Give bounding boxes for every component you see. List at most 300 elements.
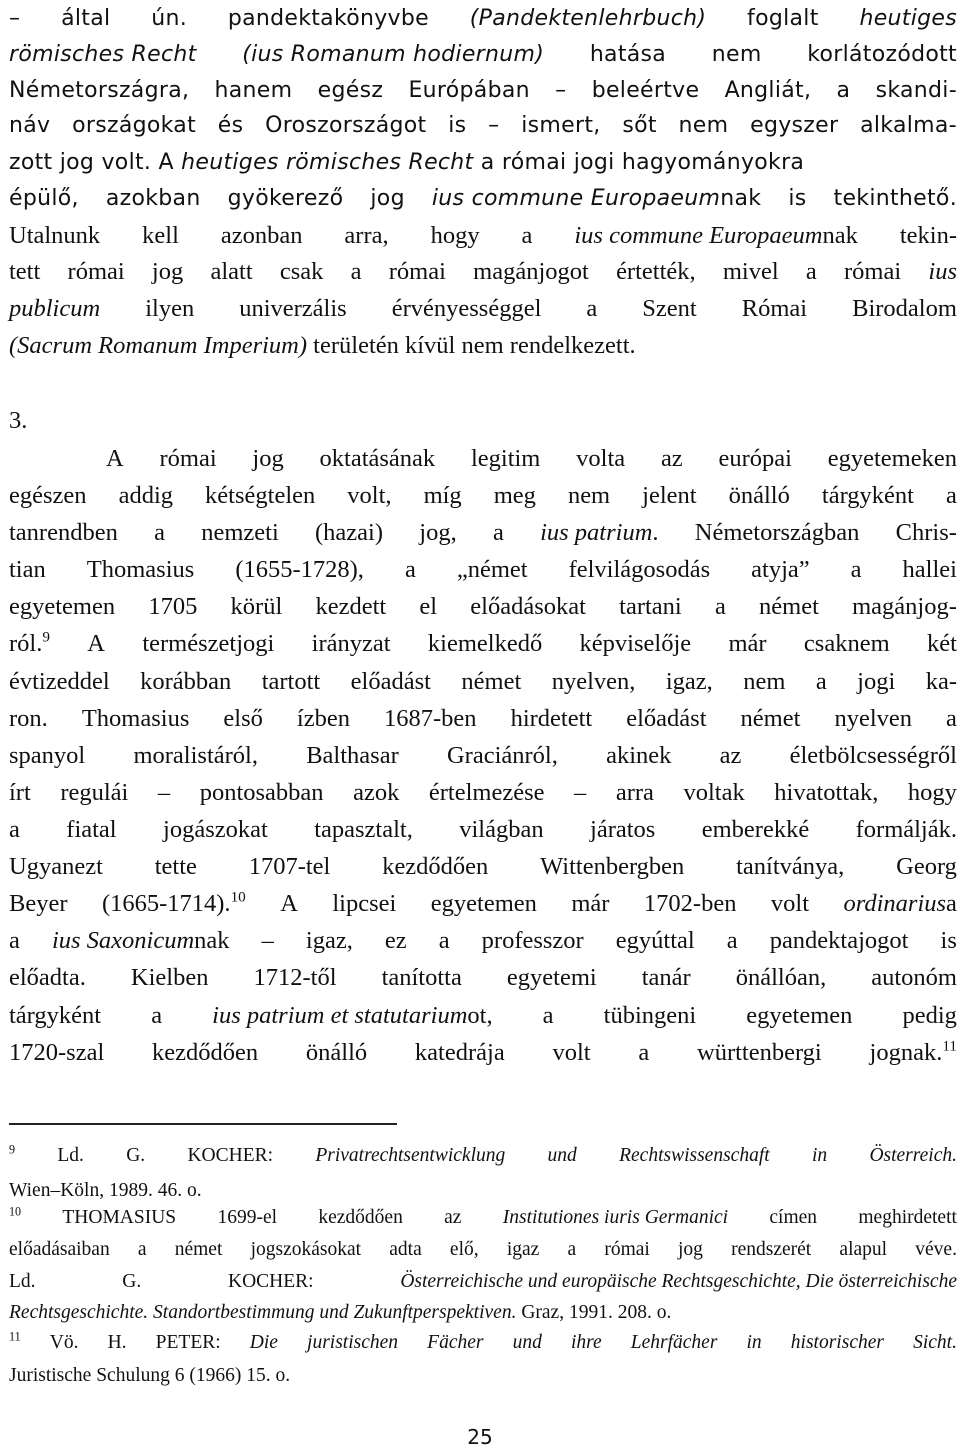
text-word: [9, 1001, 101, 1031]
word: a: [815, 668, 827, 695]
text-word: [513, 1331, 542, 1355]
text-word: [568, 481, 610, 511]
text-word: [522, 221, 533, 251]
text-word: [720, 741, 742, 771]
text-word: [231, 592, 283, 622]
italic-text: (Sacrum Romanum Imperium): [9, 332, 308, 359]
text-word: [741, 704, 801, 734]
text-word: [869, 1144, 957, 1168]
word: a: [726, 927, 738, 954]
text-word: [736, 963, 827, 993]
word: a: [492, 519, 504, 546]
text-word: [347, 481, 391, 511]
italic-text: Rechtsgeschichte. Standortbestimmung und Zukunftperspektiven.: [9, 1302, 517, 1323]
word: jog: [252, 445, 284, 472]
word: Thomasius: [81, 705, 190, 732]
word: körül: [230, 593, 283, 620]
text-word: [9, 1180, 202, 1201]
word: világban: [459, 816, 544, 843]
text-word: [66, 815, 116, 845]
footnote-line: [9, 1331, 957, 1355]
text-word: [548, 1144, 577, 1168]
footnote-line: [9, 1364, 957, 1388]
text-word: [856, 815, 957, 845]
text-word: [9, 1144, 15, 1168]
text-word: [218, 111, 244, 141]
text-word: [145, 294, 194, 324]
text-word: [900, 221, 957, 251]
word: évtizeddel: [9, 668, 110, 695]
text-word: [148, 592, 197, 622]
word: tárgyként: [821, 482, 914, 509]
text-word: [408, 76, 529, 106]
text-word: [834, 184, 957, 214]
text-word: [493, 518, 504, 548]
word: legitim: [470, 445, 541, 472]
text-word: [450, 1238, 479, 1262]
footnote-marker: 10: [230, 888, 246, 906]
text-word: [503, 1206, 728, 1230]
word: tanítványa,: [736, 853, 845, 880]
word: Kielben: [130, 964, 209, 991]
word: az: [660, 445, 683, 472]
word: jognak.: [869, 1039, 943, 1066]
text-word: [555, 76, 566, 106]
word: tett: [9, 258, 41, 285]
text-word: [806, 257, 817, 287]
word: nem: [678, 113, 729, 138]
word: egyúttal: [615, 927, 695, 954]
word: –: [261, 927, 274, 954]
text-word: [852, 592, 957, 622]
word: KOCHER:: [227, 1271, 314, 1292]
text-word: [131, 963, 209, 993]
text-word: [312, 629, 391, 659]
italic-text: und: [547, 1145, 577, 1166]
word: irányzat: [311, 630, 391, 657]
word: pandektakönyvbe: [227, 6, 429, 31]
word: sőt: [622, 113, 657, 138]
text-word: [405, 555, 416, 585]
word: G.: [126, 1145, 146, 1166]
text-word: [606, 741, 671, 771]
word: Balthasar: [306, 742, 399, 769]
word: regulái: [60, 779, 129, 806]
word: tian: [9, 556, 46, 583]
text-word: [314, 815, 413, 845]
text-word: [695, 518, 860, 548]
text-word: [725, 76, 812, 106]
word: jog: [151, 258, 184, 285]
word: is: [448, 113, 467, 138]
word: értelmezése: [428, 779, 545, 806]
text-word: [459, 815, 543, 845]
text-word: [400, 1270, 957, 1294]
text-word: [212, 1001, 492, 1031]
word: Thomasius: [86, 556, 195, 583]
text-word: [61, 4, 110, 34]
text-word: [9, 518, 118, 548]
word: alkalma-: [860, 113, 957, 138]
text-word: [154, 518, 165, 548]
word: egyetemen: [746, 1002, 853, 1029]
text-word: [908, 778, 957, 808]
word: 1699-el: [217, 1207, 278, 1228]
text-word: [9, 592, 115, 622]
footnote-marker: 9: [9, 1142, 16, 1157]
word: német: [174, 1239, 223, 1260]
text-word: [731, 1238, 811, 1262]
word: tette: [154, 853, 197, 880]
footnote-marker: 11: [9, 1329, 21, 1344]
text-word: [729, 481, 790, 511]
text-word: [181, 150, 473, 175]
text-word: [844, 257, 901, 287]
text-word: [896, 518, 957, 548]
italic-text: Privatrechtsentwicklung: [315, 1145, 506, 1166]
word: a: [9, 816, 20, 843]
text-word: [262, 926, 274, 956]
text-word: [9, 184, 79, 214]
text-line: [9, 592, 957, 622]
text-word: [9, 4, 20, 34]
text-word: [427, 1331, 483, 1355]
text-word: [511, 704, 593, 734]
word: el: [419, 593, 438, 620]
text-word: [156, 1331, 221, 1355]
text-word: [473, 150, 804, 175]
italic-text: ius patrium et statutarium: [212, 1002, 468, 1029]
text-word: [140, 667, 231, 697]
text-word: [791, 1331, 884, 1355]
text-word: [750, 111, 838, 141]
word: 3.: [9, 407, 28, 434]
text-word: [576, 444, 625, 474]
text-word: [642, 481, 696, 511]
word: oktatásának: [319, 445, 436, 472]
text-word: [715, 592, 726, 622]
text-word: [567, 1238, 576, 1262]
text-word: [774, 778, 878, 808]
word: Graz, 1991. 208. o.: [516, 1302, 672, 1323]
word: 1712-től: [253, 964, 337, 991]
text-line: [9, 667, 957, 697]
text-word: [228, 1270, 314, 1294]
word: már: [728, 630, 767, 657]
text-word: [457, 555, 528, 585]
word: mivel: [722, 258, 779, 285]
text-word: [812, 1144, 827, 1168]
text-word: [769, 1206, 817, 1230]
text-word: [332, 889, 396, 919]
text-word: [155, 852, 197, 882]
text-word: [746, 1001, 852, 1031]
text-word: [638, 1038, 649, 1068]
word: ez: [384, 927, 407, 954]
word: korlátozódott: [807, 42, 957, 67]
text-word: [516, 1302, 671, 1323]
word: nem: [711, 42, 762, 67]
text-word: [239, 294, 347, 324]
text-word: [50, 1331, 79, 1355]
text-word: [586, 294, 597, 324]
word: ilyen: [145, 295, 195, 322]
text-word: [473, 257, 589, 287]
text-word: [152, 257, 183, 287]
text-word: [151, 1001, 162, 1031]
text-word: [543, 1001, 554, 1031]
word: a: [438, 927, 450, 954]
text-word: [151, 4, 187, 34]
word: német: [461, 668, 522, 695]
text-word: [133, 741, 258, 771]
text-line: [9, 40, 957, 70]
text-word: [642, 294, 696, 324]
word: római: [844, 258, 902, 285]
word: württenbergi: [697, 1039, 822, 1066]
word: ron.: [9, 705, 48, 732]
text-word: [428, 629, 542, 659]
italic-text: historischer: [790, 1332, 884, 1353]
text-word: [679, 111, 729, 141]
word: ka-: [925, 668, 957, 695]
word: a: [714, 593, 726, 620]
text-word: [9, 294, 100, 324]
text-word: [521, 111, 600, 141]
text-word: [60, 778, 128, 808]
word: csaknem: [803, 630, 890, 657]
word: Szent: [642, 295, 697, 322]
word: nem: [567, 482, 611, 509]
text-word: [9, 1365, 290, 1386]
word: területén kívül nem rendelkezett.: [307, 332, 636, 359]
text-line: [9, 331, 957, 361]
text-word: [351, 257, 362, 287]
word: elő,: [449, 1239, 479, 1260]
text-word: [857, 667, 895, 697]
text-word: [389, 1238, 421, 1262]
word: –: [488, 113, 500, 138]
text-word: [574, 778, 586, 808]
word: –: [574, 779, 587, 806]
text-word: [419, 518, 456, 548]
word: hanem: [214, 78, 293, 103]
text-word: [175, 1238, 223, 1262]
page-number: 25: [467, 1425, 493, 1449]
word: professzor: [481, 927, 584, 954]
text-line: [9, 111, 957, 141]
text-word: [9, 1302, 516, 1323]
text-word: [62, 1206, 176, 1230]
word: Németországban: [694, 519, 860, 546]
word: emberekké: [701, 816, 810, 843]
text-word: [712, 40, 762, 70]
italic-text: in: [746, 1332, 762, 1353]
text-word: [159, 444, 216, 474]
word: érvényességgel: [391, 295, 542, 322]
italic-text: Österreichische und europäische Rechtsgeschichte, Die österreichische: [400, 1271, 957, 1292]
word: Ld.: [9, 1271, 36, 1292]
word: egyetemeken: [827, 445, 957, 472]
word: Ugyanezt: [9, 853, 103, 880]
text-word: [52, 926, 230, 956]
word-suffix: .: [652, 519, 659, 546]
word: alatt: [210, 258, 253, 285]
text-word: [439, 926, 450, 956]
text-line: [9, 1001, 957, 1031]
word: előadta.: [9, 964, 86, 991]
text-word: [108, 1331, 127, 1355]
text-word: [837, 76, 851, 106]
italic-text: und: [512, 1332, 542, 1353]
word: PETER:: [155, 1332, 221, 1353]
text-word: [102, 889, 246, 919]
word: a: [586, 295, 598, 322]
footnote-marker: 9: [42, 628, 50, 646]
text-line: [9, 294, 957, 324]
text-word: [822, 481, 914, 511]
word: a: [542, 1002, 554, 1029]
text-word: [9, 555, 46, 585]
word: H.: [107, 1332, 127, 1353]
word: Angliát,: [724, 78, 812, 103]
word: kezdődően: [318, 1207, 403, 1228]
text-word: [306, 1038, 367, 1068]
text-word: [946, 704, 957, 734]
word: tartott: [261, 668, 321, 695]
text-word: [344, 221, 388, 251]
word: arra,: [344, 222, 389, 249]
text-word: [604, 1238, 649, 1262]
word: ízben: [296, 705, 350, 732]
word: által: [61, 6, 111, 31]
text-word: [249, 852, 331, 882]
word-suffix: a: [946, 890, 957, 917]
text-word: [871, 963, 957, 993]
word: ún.: [151, 6, 188, 31]
word: igaz,: [665, 668, 713, 695]
word: univerzális: [239, 295, 347, 322]
word: G.: [122, 1271, 142, 1292]
text-word: [569, 555, 711, 585]
word: 1702-ben: [643, 890, 737, 917]
word: kell: [142, 222, 179, 249]
text-word: [482, 926, 584, 956]
text-word: [631, 1331, 718, 1355]
word: A: [87, 630, 105, 657]
word: „német: [456, 556, 528, 583]
word: természetjogi: [142, 630, 275, 657]
footnote-line: [9, 1206, 957, 1230]
text-word: [9, 704, 48, 734]
text-word: [9, 667, 110, 697]
text-word: [9, 150, 181, 175]
text-word: [306, 926, 353, 956]
text-word: [382, 963, 462, 993]
italic-text: heutiges römisches Recht: [181, 150, 474, 175]
word: csak: [279, 258, 324, 285]
word: írt: [9, 779, 31, 806]
word: katedrája: [414, 1039, 505, 1066]
word: előadásokat: [470, 593, 586, 620]
word: tanár: [641, 964, 691, 991]
word: Vö.: [49, 1332, 79, 1353]
text-word: [215, 76, 293, 106]
word: autonóm: [871, 964, 957, 991]
text-word: [122, 1270, 141, 1294]
text-word: [201, 518, 279, 548]
text-word: [540, 518, 658, 548]
word-suffix: nak: [194, 927, 230, 954]
word: zott jog volt. A: [9, 150, 182, 175]
word: egészen: [9, 482, 87, 509]
word: római: [604, 1239, 650, 1260]
text-word: [318, 1206, 402, 1230]
word: Beyer: [9, 890, 68, 917]
word: is: [788, 186, 807, 211]
word: tapasztalt,: [314, 816, 413, 843]
text-word: [385, 926, 407, 956]
italic-text: in: [811, 1145, 828, 1166]
word: egyetemi: [506, 964, 597, 991]
word: jelent: [642, 482, 697, 509]
text-word: [913, 1331, 957, 1355]
word: magánjog-: [852, 593, 957, 620]
footnote-separator: [9, 1123, 397, 1125]
word: hallei: [902, 556, 957, 583]
text-word: [507, 963, 597, 993]
text-word: [941, 926, 957, 956]
word: európai: [718, 445, 792, 472]
text-word: [307, 332, 636, 359]
word: –: [9, 6, 21, 31]
footnote-line: [9, 1238, 957, 1262]
italic-text: (ius Romanum hodiernum): [242, 42, 545, 67]
text-word: [210, 257, 252, 287]
text-word: [384, 704, 477, 734]
text-word: [251, 1238, 361, 1262]
word: rendszerét: [731, 1239, 812, 1260]
text-word: [9, 1270, 36, 1294]
text-word: [828, 444, 957, 474]
text-word: [217, 1206, 277, 1230]
word: a: [567, 1239, 577, 1260]
text-word: [318, 76, 384, 106]
word: magánjogot: [473, 258, 589, 285]
word: arra: [615, 779, 654, 806]
text-line: [9, 963, 957, 993]
text-word: [9, 1206, 21, 1230]
footnote-line: [9, 1270, 957, 1294]
word: skandi-: [875, 78, 957, 103]
text-word: [834, 704, 912, 734]
word: voltak: [683, 779, 745, 806]
text-word: [424, 481, 462, 511]
word: 1720-szal: [9, 1039, 105, 1066]
text-word: [432, 184, 761, 214]
word: értették,: [616, 258, 696, 285]
text-word: [9, 778, 31, 808]
text-word: [200, 778, 324, 808]
word: A: [280, 890, 298, 917]
word: azok: [353, 779, 400, 806]
word: már: [571, 890, 610, 917]
text-line: [9, 889, 957, 919]
text-word: [57, 1144, 84, 1168]
italic-text: (Pandektenlehrbuch): [469, 6, 707, 31]
word: országokat: [72, 113, 197, 138]
word-suffix: nak: [720, 186, 762, 211]
